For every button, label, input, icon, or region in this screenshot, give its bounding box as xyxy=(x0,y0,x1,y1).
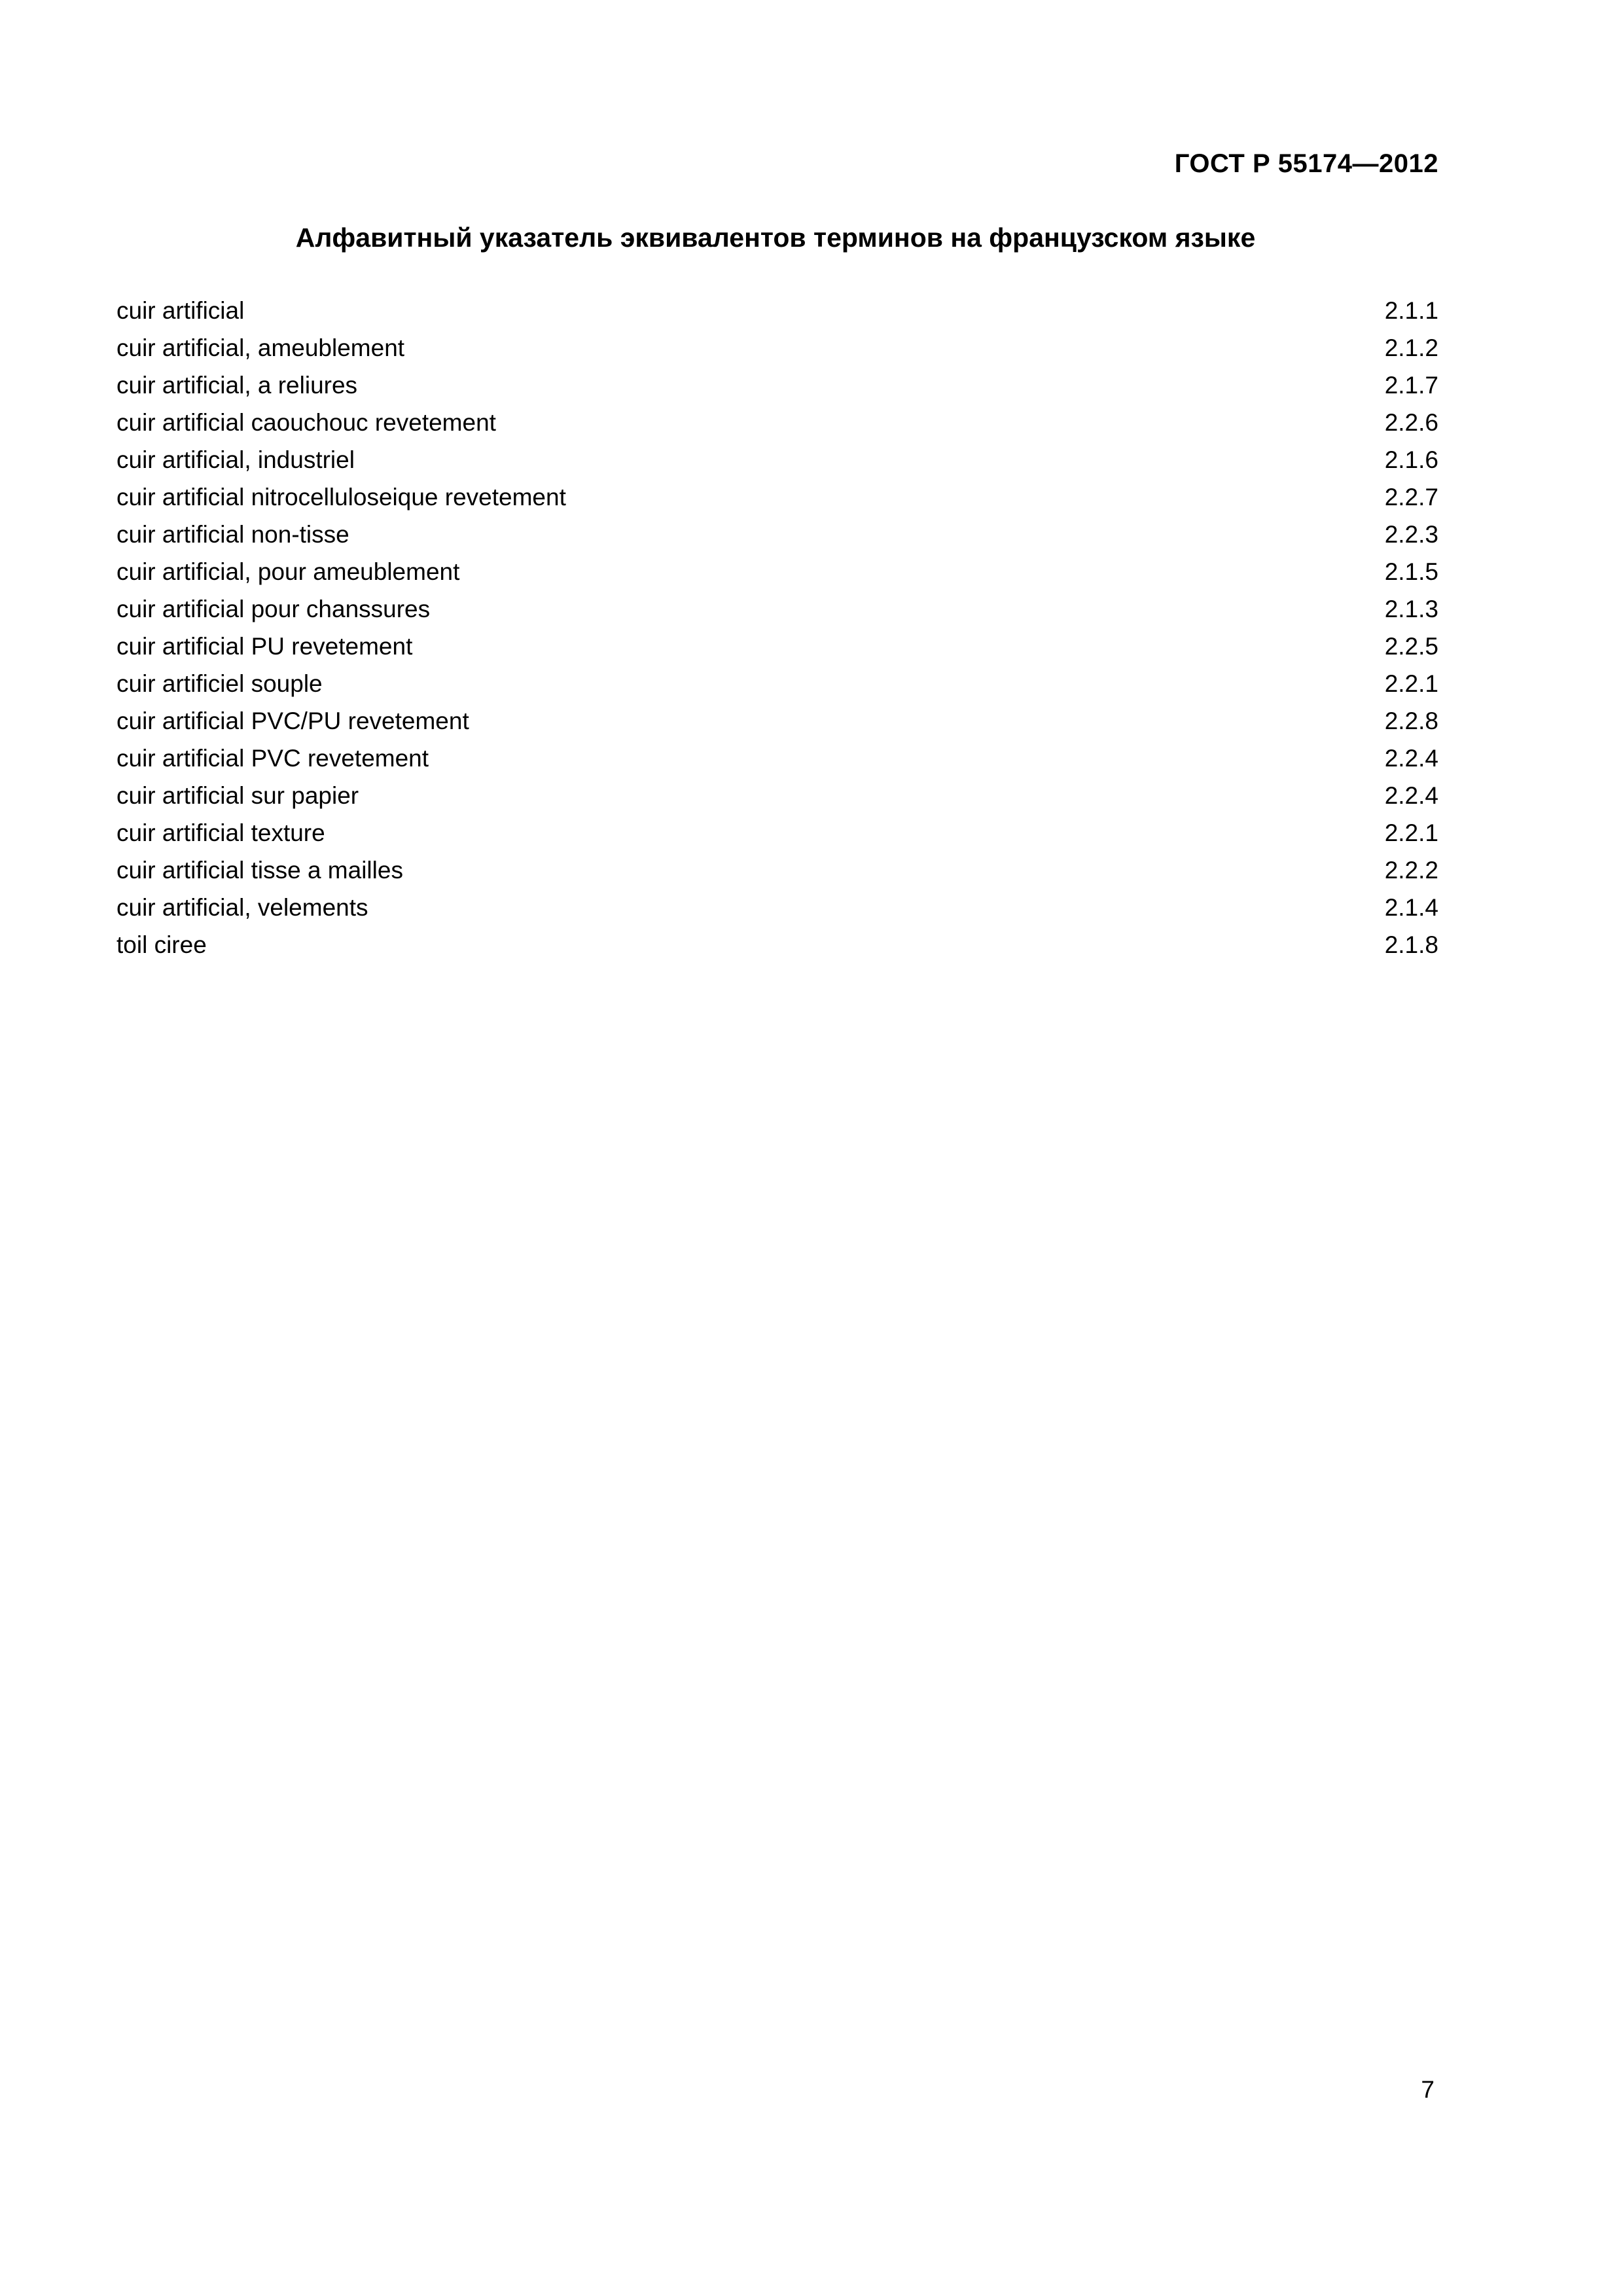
index-ref: 2.2.7 xyxy=(1384,484,1438,511)
index-term: cuir artificial tisse a mailles xyxy=(116,857,403,884)
index-term: cuir artificial caouchouc revetement xyxy=(116,409,496,436)
index-term: cuir artificial texture xyxy=(116,819,325,846)
index-term: cuir artificiel souple xyxy=(116,670,323,697)
index-ref: 2.1.3 xyxy=(1384,596,1438,622)
index-ref: 2.1.6 xyxy=(1384,446,1438,473)
index-entry xyxy=(116,478,1438,516)
index-entry xyxy=(116,852,1438,889)
index-term: cuir artificial, a reliures xyxy=(116,372,358,399)
index-entry xyxy=(116,628,1438,665)
index-term: cuir artificial, ameublement xyxy=(116,334,405,361)
index-entry xyxy=(116,516,1438,553)
index-ref: 2.1.5 xyxy=(1384,558,1438,585)
index-term: cuir artificial, velements xyxy=(116,894,368,921)
index-ref: 2.2.1 xyxy=(1384,670,1438,697)
index-term: cuir artificial PVC revetement xyxy=(116,745,429,772)
index-term: cuir artificial, pour ameublement xyxy=(116,558,460,585)
index-title: Алфавитный указатель эквивалентов терминов на французском языке xyxy=(295,223,1256,253)
index-ref: 2.2.6 xyxy=(1384,409,1438,436)
index-term: cuir artificial sur papier xyxy=(116,782,359,809)
index-list xyxy=(116,292,1438,963)
index-entry xyxy=(116,367,1438,404)
index-term: cuir artificial PVC/PU revetement xyxy=(116,708,469,734)
index-entry xyxy=(116,441,1438,478)
index-ref: 2.2.4 xyxy=(1384,782,1438,809)
index-term: cuir artificial nitrocelluloseique revetement xyxy=(116,484,566,511)
index-entry xyxy=(116,740,1438,777)
index-entry xyxy=(116,665,1438,702)
index-entry xyxy=(116,590,1438,628)
index-ref: 2.2.4 xyxy=(1384,745,1438,772)
index-entry xyxy=(116,553,1438,590)
index-entry xyxy=(116,404,1438,441)
index-term: cuir artificial pour chanssures xyxy=(116,596,431,622)
index-term: cuir artificial PU revetement xyxy=(116,633,413,660)
index-entry xyxy=(116,814,1438,852)
index-ref: 2.2.2 xyxy=(1384,857,1438,884)
index-entry xyxy=(116,702,1438,740)
index-entry xyxy=(116,889,1438,926)
index-ref: 2.2.3 xyxy=(1384,521,1438,548)
index-entry xyxy=(116,777,1438,814)
page-number: 7 xyxy=(1421,2076,1435,2103)
document-code: ГОСТ Р 55174—2012 xyxy=(1174,149,1438,178)
index-term: cuir artificial xyxy=(116,297,245,324)
index-ref: 2.1.4 xyxy=(1384,894,1438,921)
index-ref: 2.1.7 xyxy=(1384,372,1438,399)
index-ref: 2.1.2 xyxy=(1384,334,1438,361)
index-entry xyxy=(116,292,1438,329)
index-ref: 2.2.5 xyxy=(1384,633,1438,660)
index-ref: 2.2.8 xyxy=(1384,708,1438,734)
index-term: toil ciree xyxy=(116,931,207,958)
index-ref: 2.1.1 xyxy=(1384,297,1438,324)
index-ref: 2.2.1 xyxy=(1384,819,1438,846)
index-ref: 2.1.8 xyxy=(1384,931,1438,958)
index-term: cuir artificial non-tisse xyxy=(116,521,349,548)
index-entry xyxy=(116,926,1438,963)
index-term: cuir artificial, industriel xyxy=(116,446,355,473)
index-entry xyxy=(116,329,1438,367)
